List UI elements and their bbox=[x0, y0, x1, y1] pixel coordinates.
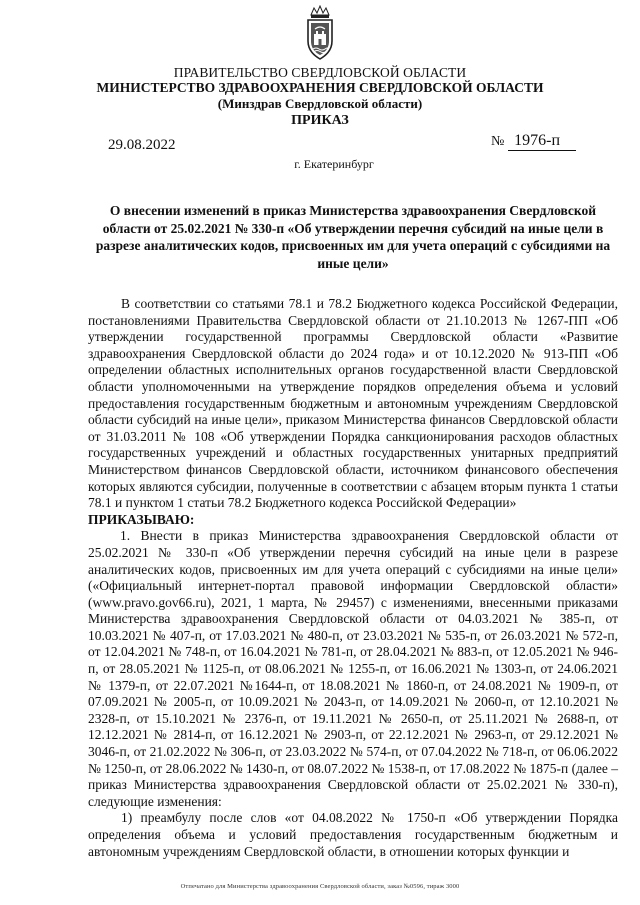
ministry-name: МИНИСТЕРСТВО ЗДРАВООХРАНЕНИЯ СВЕРДЛОВСКОЙ ОБЛАСТИ bbox=[96, 80, 544, 95]
government-name: ПРАВИТЕЛЬСТВО СВЕРДЛОВСКОЙ ОБЛАСТИ bbox=[173, 65, 467, 80]
order-word: ПРИКАЗЫВАЮ: bbox=[88, 511, 195, 527]
preamble-paragraph: В соответствии со статьями 78.1 и 78.2 Бюджетного кодекса Российской Федерации, постановлениями Правительства Свердловской области от 21.10.2013 № 1267-ПП «Об утверждении государственной программы Свердловской области «Развитие здравоохранения Свердловской области до 2024 года» и от 10.12.2020 № 913-ПП «Об определении областных исполнительных органов государственной власти Свердловской области уполномоченными на утверждение порядков определения объема и условий предоставления государственным бюджетным и автономным учреждениям Свердловской области субсидий на иные цели», приказом Министерства финансов Свердловской области от 31.03.2011 № 108 «Об утверждении Порядка санкционирования расходов областных государственных учреждений и областных государственных унитарных предприятий Министерством финансов Свердловской области, источником финансового обеспечения которых являются субсидии, полученные в соответствии с абзацем вторым пункта 1 статьи 78.1 и пунктом 1 статьи 78.2 Бюджетного кодекса Российской Федерации» bbox=[88, 296, 618, 511]
coat-of-arms-icon bbox=[301, 5, 339, 61]
ministry-short-name: (Минздрав Свердловской области) bbox=[217, 96, 423, 111]
city: г. Екатеринбург bbox=[294, 157, 374, 171]
document-type: ПРИКАЗ bbox=[291, 113, 349, 128]
number-sign: № bbox=[491, 134, 505, 149]
document-body bbox=[88, 296, 618, 860]
order-number: 1976-п bbox=[508, 132, 576, 151]
item-1-paragraph: 1. Внести в приказ Министерства здравоохранения Свердловской области от 25.02.2021 № 330-п «Об утверждении перечня субсидий на иные цели в разрезе аналитических кодов, присвоенных им для учета операций с субсидиями на иные цели» («Официальный интернет-портал правовой информации Свердловской области» (www.pravo.gov66.ru), 2021, 1 марта, № 29457) с изменениями, внесенными приказами Министерства здравоохранения Свердловской области от 04.03.2021 № 385-п, от 10.03.2021 № 407-п, от 17.03.2021 № 480-п, от 23.03.2021 № 535-п, от 26.03.2021 № 572-п, от 12.04.2021 № 748-п, от 16.04.2021 № 781-п, от 28.04.2021 № 883-п, от 12.05.2021 № 946-п, от 28.05.2021 № 1125-п, от 08.06.2021 № 1255-п, от 16.06.2021 № 1303-п, от 24.06.2021 № 1379-п, от 22.07.2021 №1644-п, от 18.08.2021 № 1860-п, от 24.08.2021 № 1909-п, от 07.09.2021 № 2005-п, от 10.09.2021 № 2043-п, от 14.09.2021 № 2060-п, от 12.10.2021 № 2328-п, от 15.10.2021 № 2376-п, от 19.11.2021 № 2650-п, от 25.11.2021 № 2688-п, от 12.12.2021 № 2814-п, от 16.12.2021 № 2903-п, от 22.12.2021 № 2963-п, от 29.12.2021 № 3046-п, от 21.02.2022 № 306-п, от 23.03.2022 № 574-п, от 07.04.2022 № 718-п, от 06.06.2022 № 1250-п, от 28.06.2022 № 1430-п, от 08.07.2022 № 1538-п, от 17.08.2022 № 1875-п (далее – приказ Министерства здравоохранения Свердловской области от 25.02.2021 № 330-п), следующие изменения: bbox=[88, 528, 618, 809]
item-1-1-paragraph: 1) преамбулу после слов «от 04.08.2022 № 1750-п «Об утверждении Порядка определения объема и условий предоставления государственным бюджетным и автономным учреждениям Свердловской области, в отношении которых функции и bbox=[88, 810, 618, 859]
print-footer: Отпечатано для Министерства здравоохранения Свердловской области, заказ №0596, тираж 3000 bbox=[180, 883, 460, 890]
order-number-block bbox=[491, 132, 576, 151]
order-date: 29.08.2022 bbox=[108, 137, 176, 153]
document-title: О внесении изменений в приказ Министерства здравоохранения Свердловской области от 25.02.2021 № 330-п «Об утверждении перечня субсидий на иные цели в разрезе аналитических кодов, присвоенных им для учета операций с субсидиями на иные цели» bbox=[95, 203, 611, 271]
